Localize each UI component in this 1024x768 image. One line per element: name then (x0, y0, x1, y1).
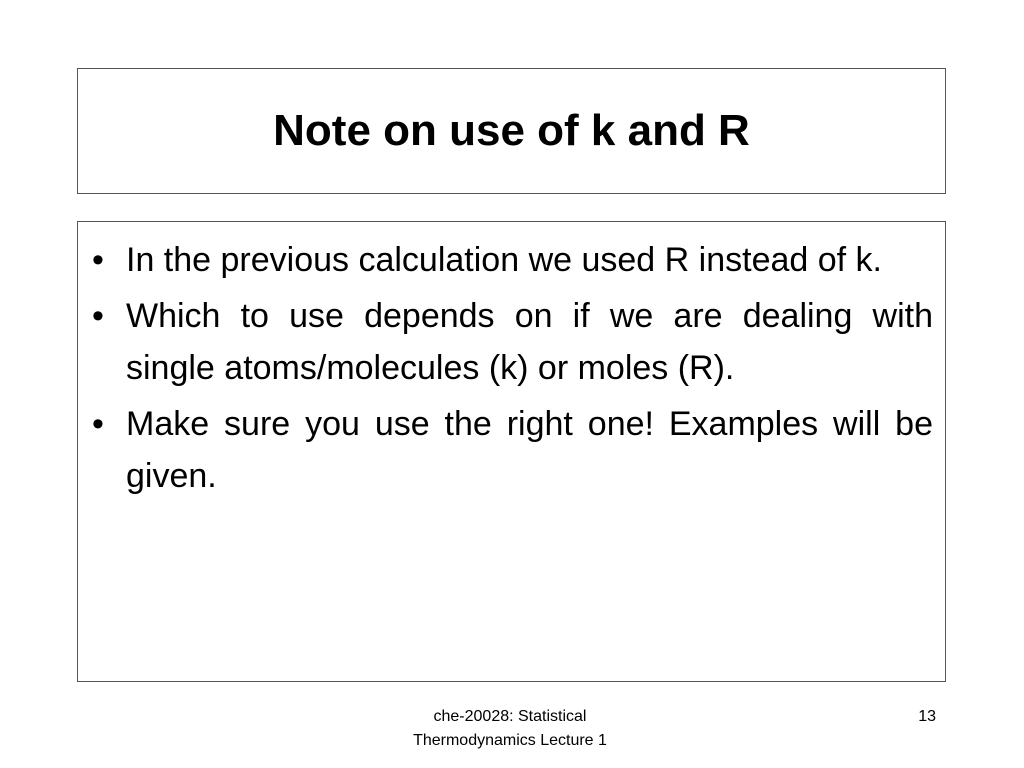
footer-course-line-1: che-20028: Statistical (433, 708, 587, 725)
bullet-icon: • (92, 405, 104, 443)
footer-course-line-2: Thermodynamics Lecture 1 (413, 732, 607, 749)
bullet-item (78, 234, 933, 286)
bullet-text: In the previous calculation we used R instead of k. (126, 241, 882, 279)
content-placeholder (77, 221, 946, 682)
bullet-text: Make sure you use the right one! Examples will be given. (126, 405, 933, 495)
bullet-item (78, 290, 933, 394)
bullet-list (78, 234, 933, 502)
bullet-icon: • (92, 241, 104, 279)
bullet-text: Which to use depends on if we are dealing with single atoms/molecules (k) or moles (R). (126, 297, 933, 387)
bullet-item (78, 398, 933, 502)
footer-course-title (340, 705, 680, 753)
slide-number: 13 (918, 708, 936, 725)
slide-title: Note on use of k and R (273, 106, 750, 155)
title-placeholder (77, 68, 946, 194)
bullet-icon: • (92, 297, 104, 335)
